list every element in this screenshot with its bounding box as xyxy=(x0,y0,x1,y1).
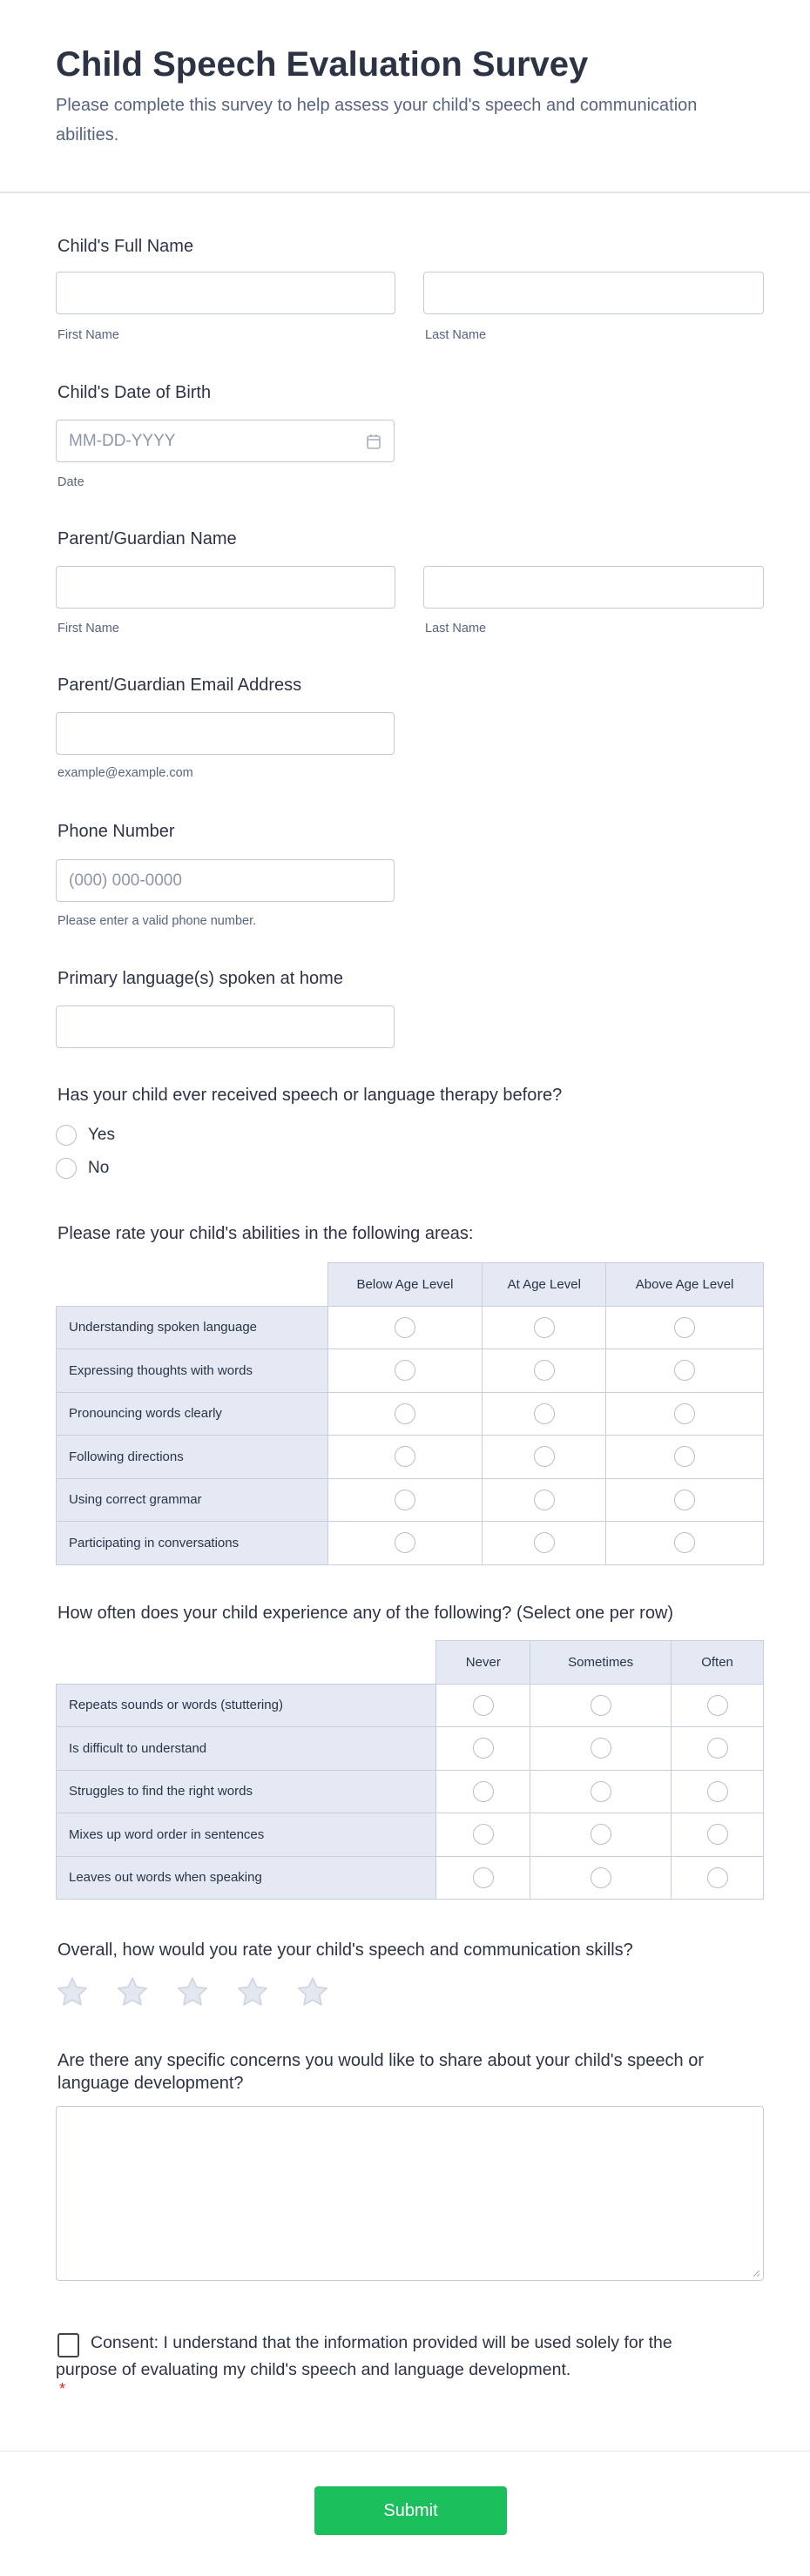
matrix-radio[interactable] xyxy=(591,1781,611,1802)
matrix-row xyxy=(57,1436,764,1479)
matrix-cell xyxy=(483,1436,606,1479)
submit-button[interactable]: Submit xyxy=(314,2486,507,2535)
matrix-cell xyxy=(327,1436,483,1479)
column-header: Below Age Level xyxy=(327,1263,483,1307)
matrix-row xyxy=(57,1684,764,1727)
matrix-radio[interactable] xyxy=(674,1532,695,1553)
matrix-cell xyxy=(672,1684,764,1727)
star-icon[interactable] xyxy=(235,1974,270,2009)
matrix-radio[interactable] xyxy=(591,1824,611,1845)
row-label: Leaves out words when speaking xyxy=(57,1856,436,1900)
language-input[interactable] xyxy=(56,1006,395,1048)
matrix-radio[interactable] xyxy=(395,1490,415,1510)
row-label: Participating in conversations xyxy=(57,1522,328,1565)
child-first-name-input[interactable] xyxy=(56,272,395,314)
matrix-cell xyxy=(483,1306,606,1349)
matrix-row xyxy=(57,1522,764,1565)
row-label: Understanding spoken language xyxy=(57,1306,328,1349)
matrix-cell xyxy=(606,1478,764,1522)
abilities-label: Please rate your child's abilities in the following areas: xyxy=(57,1224,474,1243)
matrix-row xyxy=(57,1770,764,1813)
phone-label: Phone Number xyxy=(57,822,175,841)
therapy-no-radio[interactable] xyxy=(56,1158,77,1179)
matrix-radio[interactable] xyxy=(674,1490,695,1510)
matrix-cell xyxy=(530,1727,672,1771)
child-last-name-input[interactable] xyxy=(423,272,764,314)
matrix-radio[interactable] xyxy=(395,1446,415,1467)
matrix-cell xyxy=(327,1306,483,1349)
matrix-radio[interactable] xyxy=(591,1867,611,1888)
matrix-radio[interactable] xyxy=(395,1532,415,1553)
therapy-yes-label[interactable]: Yes xyxy=(88,1126,115,1144)
matrix-cell xyxy=(483,1478,606,1522)
therapy-label: Has your child ever received speech or language therapy before? xyxy=(57,1086,563,1105)
dob-input[interactable] xyxy=(56,420,395,462)
matrix-radio[interactable] xyxy=(591,1738,611,1759)
dob-label: Child's Date of Birth xyxy=(57,383,212,402)
parent-first-name-input[interactable] xyxy=(56,566,395,609)
matrix-radio[interactable] xyxy=(534,1532,555,1553)
therapy-yes-radio[interactable] xyxy=(56,1125,77,1146)
child-first-name-sublabel: First Name xyxy=(57,328,119,342)
row-label: Following directions xyxy=(57,1436,328,1479)
matrix-cell xyxy=(530,1813,672,1857)
matrix-cell xyxy=(672,1856,764,1900)
matrix-cell xyxy=(483,1522,606,1565)
matrix-radio[interactable] xyxy=(591,1695,611,1716)
matrix-cell xyxy=(672,1770,764,1813)
parent-last-name-input[interactable] xyxy=(423,566,764,609)
matrix-cell xyxy=(606,1522,764,1565)
matrix-cell xyxy=(530,1684,672,1727)
matrix-row xyxy=(57,1306,764,1349)
matrix-radio[interactable] xyxy=(473,1824,494,1845)
matrix-radio[interactable] xyxy=(707,1824,728,1845)
row-label: Is difficult to understand xyxy=(57,1727,436,1771)
matrix-row xyxy=(57,1349,764,1393)
row-label: Expressing thoughts with words xyxy=(57,1349,328,1393)
column-header: Above Age Level xyxy=(606,1263,764,1307)
matrix-cell xyxy=(436,1727,530,1771)
row-label: Mixes up word order in sentences xyxy=(57,1813,436,1857)
matrix-radio[interactable] xyxy=(674,1446,695,1467)
column-header: Often xyxy=(672,1641,764,1685)
parent-first-name-sublabel: First Name xyxy=(57,622,119,636)
dob-placeholder: MM-DD-YYYY xyxy=(69,431,176,450)
overall-label: Overall, how would you rate your child's speech and communication skills? xyxy=(57,1940,633,1960)
matrix-cell xyxy=(436,1813,530,1857)
concerns-label: Are there any specific concerns you would like to share about your child's speech or language development? xyxy=(57,2051,704,2093)
email-label: Parent/Guardian Email Address xyxy=(57,676,302,695)
matrix-cell xyxy=(606,1392,764,1436)
matrix-radio[interactable] xyxy=(473,1781,494,1802)
matrix-radio[interactable] xyxy=(473,1867,494,1888)
matrix-radio[interactable] xyxy=(534,1317,555,1338)
matrix-radio[interactable] xyxy=(707,1738,728,1759)
matrix-radio[interactable] xyxy=(674,1317,695,1338)
header-divider xyxy=(0,192,810,193)
matrix-radio[interactable] xyxy=(473,1738,494,1759)
row-label: Pronouncing words clearly xyxy=(57,1392,328,1436)
matrix-cell xyxy=(606,1436,764,1479)
matrix-row xyxy=(57,1727,764,1771)
phone-sublabel: Please enter a valid phone number. xyxy=(57,914,257,928)
matrix-radio[interactable] xyxy=(534,1490,555,1510)
matrix-row xyxy=(57,1392,764,1436)
matrix-radio[interactable] xyxy=(395,1317,415,1338)
language-label: Primary language(s) spoken at home xyxy=(57,969,343,988)
phone-placeholder: (000) 000-0000 xyxy=(69,871,182,890)
star-rating xyxy=(55,1974,330,2009)
matrix-radio[interactable] xyxy=(395,1360,415,1381)
matrix-cell xyxy=(672,1813,764,1857)
star-icon[interactable] xyxy=(55,1974,90,2009)
matrix-radio[interactable] xyxy=(534,1403,555,1424)
matrix-cell xyxy=(436,1684,530,1727)
consent-label[interactable]: Consent: I understand that the information provided will be used solely for the purpose of evaluating my child's speech and language development. xyxy=(56,2333,672,2379)
column-header: Never xyxy=(436,1641,530,1685)
matrix-row xyxy=(57,1856,764,1900)
matrix-radio[interactable] xyxy=(473,1695,494,1716)
row-label: Repeats sounds or words (stuttering) xyxy=(57,1684,436,1727)
email-input[interactable] xyxy=(56,712,395,755)
matrix-cell xyxy=(436,1856,530,1900)
matrix-cell xyxy=(483,1392,606,1436)
star-icon[interactable] xyxy=(295,1974,330,2009)
matrix-radio[interactable] xyxy=(534,1446,555,1467)
matrix-cell xyxy=(530,1770,672,1813)
matrix-cell xyxy=(606,1349,764,1393)
child-last-name-sublabel: Last Name xyxy=(425,328,487,342)
matrix-radio[interactable] xyxy=(707,1867,728,1888)
matrix-cell xyxy=(483,1349,606,1393)
matrix-corner xyxy=(57,1263,328,1307)
abilities-matrix xyxy=(56,1262,764,1565)
frequency-matrix xyxy=(56,1640,764,1900)
page-subtitle: Please complete this survey to help assess your child's speech and communication abilities. xyxy=(56,96,698,145)
matrix-corner xyxy=(57,1641,436,1685)
matrix-radio[interactable] xyxy=(707,1781,728,1802)
footer-divider xyxy=(0,2451,810,2452)
concerns-textarea[interactable] xyxy=(56,2106,764,2281)
email-sublabel: example@example.com xyxy=(57,766,193,780)
matrix-cell xyxy=(606,1306,764,1349)
calendar-icon[interactable] xyxy=(366,433,381,450)
dob-sublabel: Date xyxy=(57,475,84,489)
matrix-cell xyxy=(327,1392,483,1436)
page-title: Child Speech Evaluation Survey xyxy=(56,45,589,84)
matrix-cell xyxy=(327,1349,483,1393)
star-icon[interactable] xyxy=(115,1974,150,2009)
matrix-radio[interactable] xyxy=(674,1360,695,1381)
matrix-radio[interactable] xyxy=(674,1403,695,1424)
resize-handle-icon[interactable] xyxy=(752,2269,760,2277)
column-header: Sometimes xyxy=(530,1641,672,1685)
matrix-cell xyxy=(327,1522,483,1565)
frequency-label: How often does your child experience any of the following? (Select one per row) xyxy=(57,1604,674,1623)
required-asterisk: * xyxy=(59,2380,66,2398)
row-label: Using correct grammar xyxy=(57,1478,328,1522)
parent-name-label: Parent/Guardian Name xyxy=(57,529,237,548)
child-name-label: Child's Full Name xyxy=(57,237,194,256)
matrix-radio[interactable] xyxy=(707,1695,728,1716)
matrix-cell xyxy=(672,1727,764,1771)
star-icon[interactable] xyxy=(175,1974,210,2009)
matrix-cell xyxy=(436,1770,530,1813)
phone-input[interactable] xyxy=(56,859,395,902)
matrix-row xyxy=(57,1813,764,1857)
matrix-radio[interactable] xyxy=(395,1403,415,1424)
matrix-cell xyxy=(530,1856,672,1900)
matrix-cell xyxy=(327,1478,483,1522)
row-label: Struggles to find the right words xyxy=(57,1770,436,1813)
matrix-row xyxy=(57,1478,764,1522)
therapy-no-label[interactable]: No xyxy=(88,1159,110,1177)
parent-last-name-sublabel: Last Name xyxy=(425,622,487,636)
matrix-radio[interactable] xyxy=(534,1360,555,1381)
column-header: At Age Level xyxy=(483,1263,606,1307)
